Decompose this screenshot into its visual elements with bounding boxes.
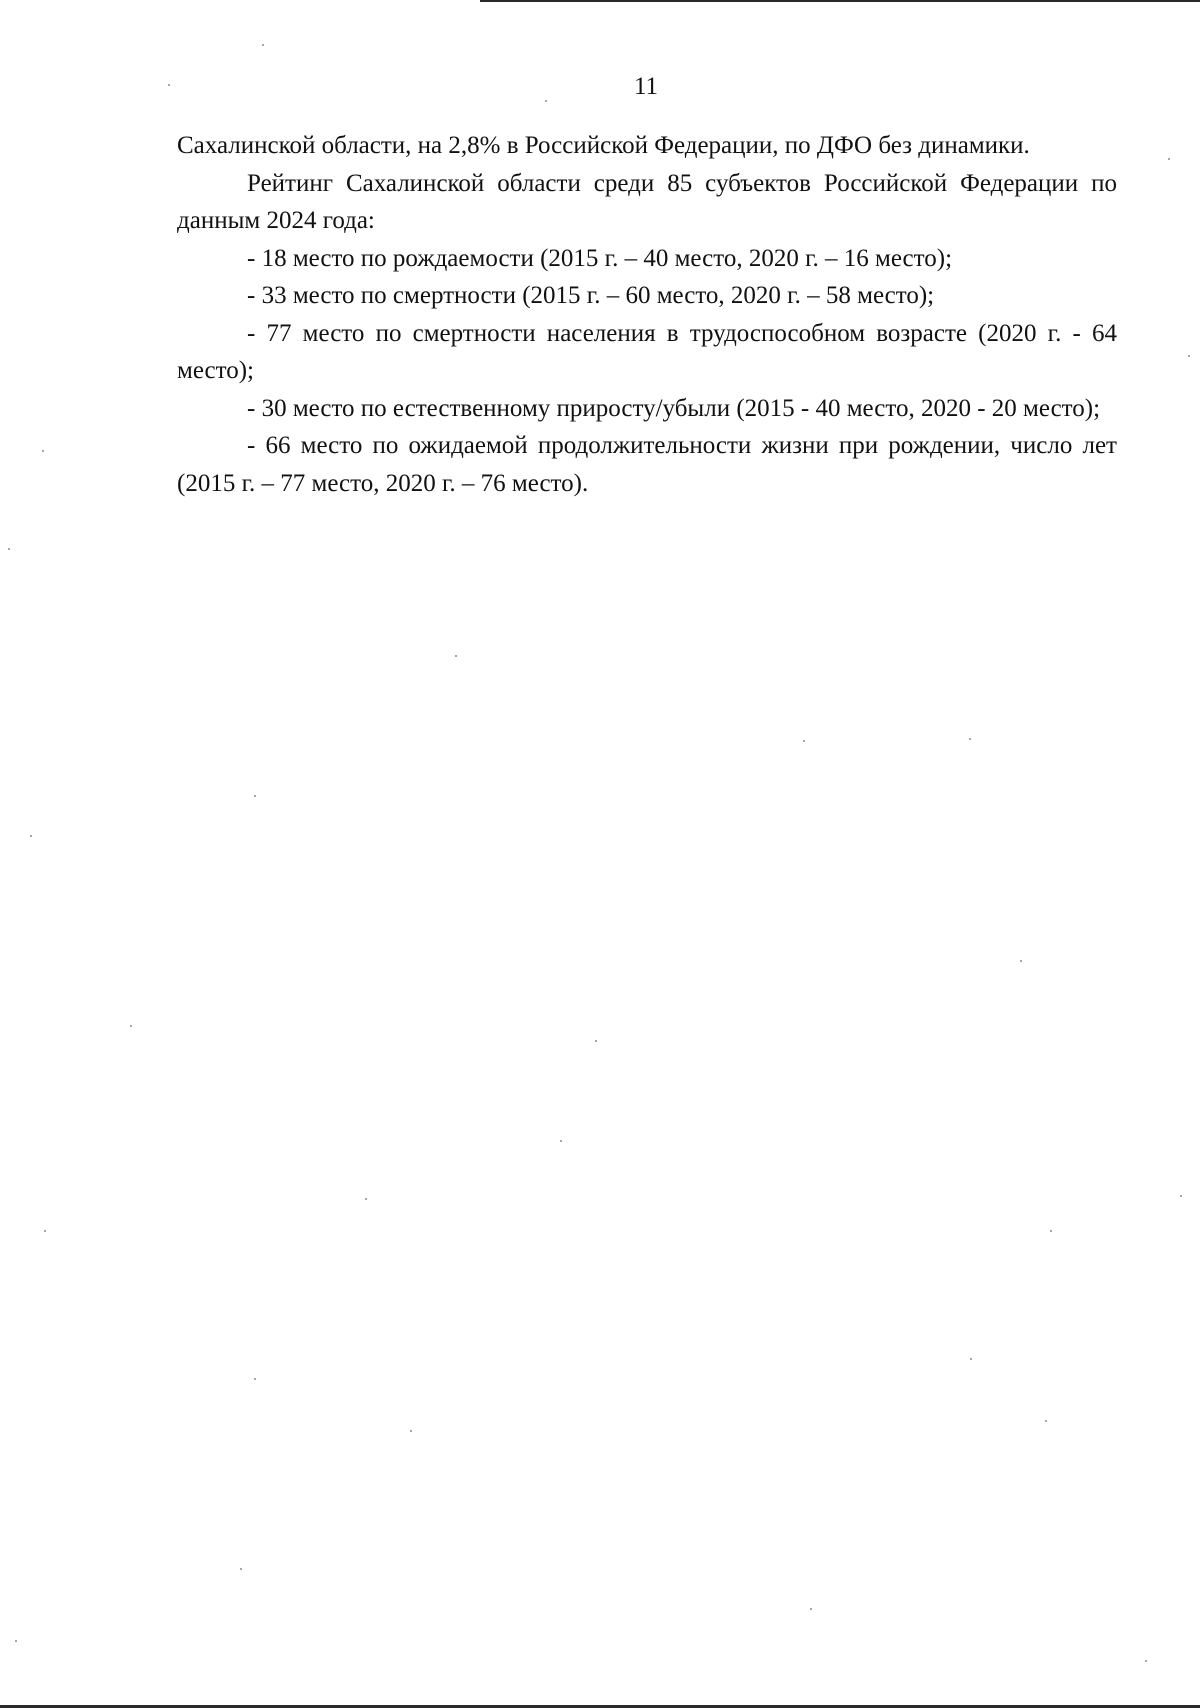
scan-speck xyxy=(30,835,32,837)
scan-speck xyxy=(970,1358,972,1360)
scan-edge-top xyxy=(480,0,1200,2)
scan-speck xyxy=(1188,355,1190,357)
scan-speck xyxy=(1145,1660,1147,1662)
scan-speck xyxy=(1050,1230,1052,1232)
scan-speck xyxy=(595,1040,597,1042)
scan-speck xyxy=(810,1608,812,1610)
scan-speck xyxy=(262,44,264,46)
paragraph-rating-intro: Рейтинг Сахалинской области среди 85 субъектов Российской Федерации по данным 2024 года: xyxy=(177,169,1117,234)
list-item-birth-rate: - 18 место по рождаемости (2015 г. – 40 место, 2020 г. – 16 место); xyxy=(247,244,953,272)
scan-speck xyxy=(560,1140,562,1142)
scan-speck xyxy=(44,1230,46,1232)
scan-speck xyxy=(1168,158,1170,160)
list-item-working-age-mortality: - 77 место по смертности населения в трудоспособном возрасте (2020 г. - 64 место); xyxy=(177,319,1117,384)
scan-speck xyxy=(1020,960,1022,962)
list-item-life-expectancy: - 66 место по ожидаемой продолжительности жизни при рождении, число лет (2015 г. – 77 место, 2020 г. – 76 место). xyxy=(177,432,1117,497)
scan-speck xyxy=(365,1198,367,1200)
scan-speck xyxy=(42,450,44,452)
list-item-natural-growth: - 30 место по естественному приросту/убыли (2015 - 40 место, 2020 - 20 место); xyxy=(247,394,1101,422)
paragraph-continuation: Сахалинской области, на 2,8% в Российской Федерации, по ДФО без динамики. xyxy=(177,132,1030,159)
scan-speck xyxy=(969,738,971,740)
scan-speck xyxy=(545,100,547,102)
scan-speck xyxy=(1180,1195,1182,1197)
scan-speck xyxy=(240,1568,242,1570)
scan-speck xyxy=(1045,1420,1047,1422)
list-item-mortality: - 33 место по смертности (2015 г. – 60 место, 2020 г. – 58 место); xyxy=(247,282,935,309)
document-body xyxy=(177,127,1117,502)
scan-speck xyxy=(803,740,805,742)
scan-speck xyxy=(254,795,256,797)
page-number: 11 xyxy=(633,73,659,100)
scan-speck xyxy=(130,1025,132,1027)
scan-speck xyxy=(410,1430,412,1432)
scan-speck xyxy=(254,1378,256,1380)
scan-speck xyxy=(8,548,10,550)
scan-speck xyxy=(455,655,457,657)
scan-speck xyxy=(15,1640,17,1642)
scan-speck xyxy=(168,84,170,86)
